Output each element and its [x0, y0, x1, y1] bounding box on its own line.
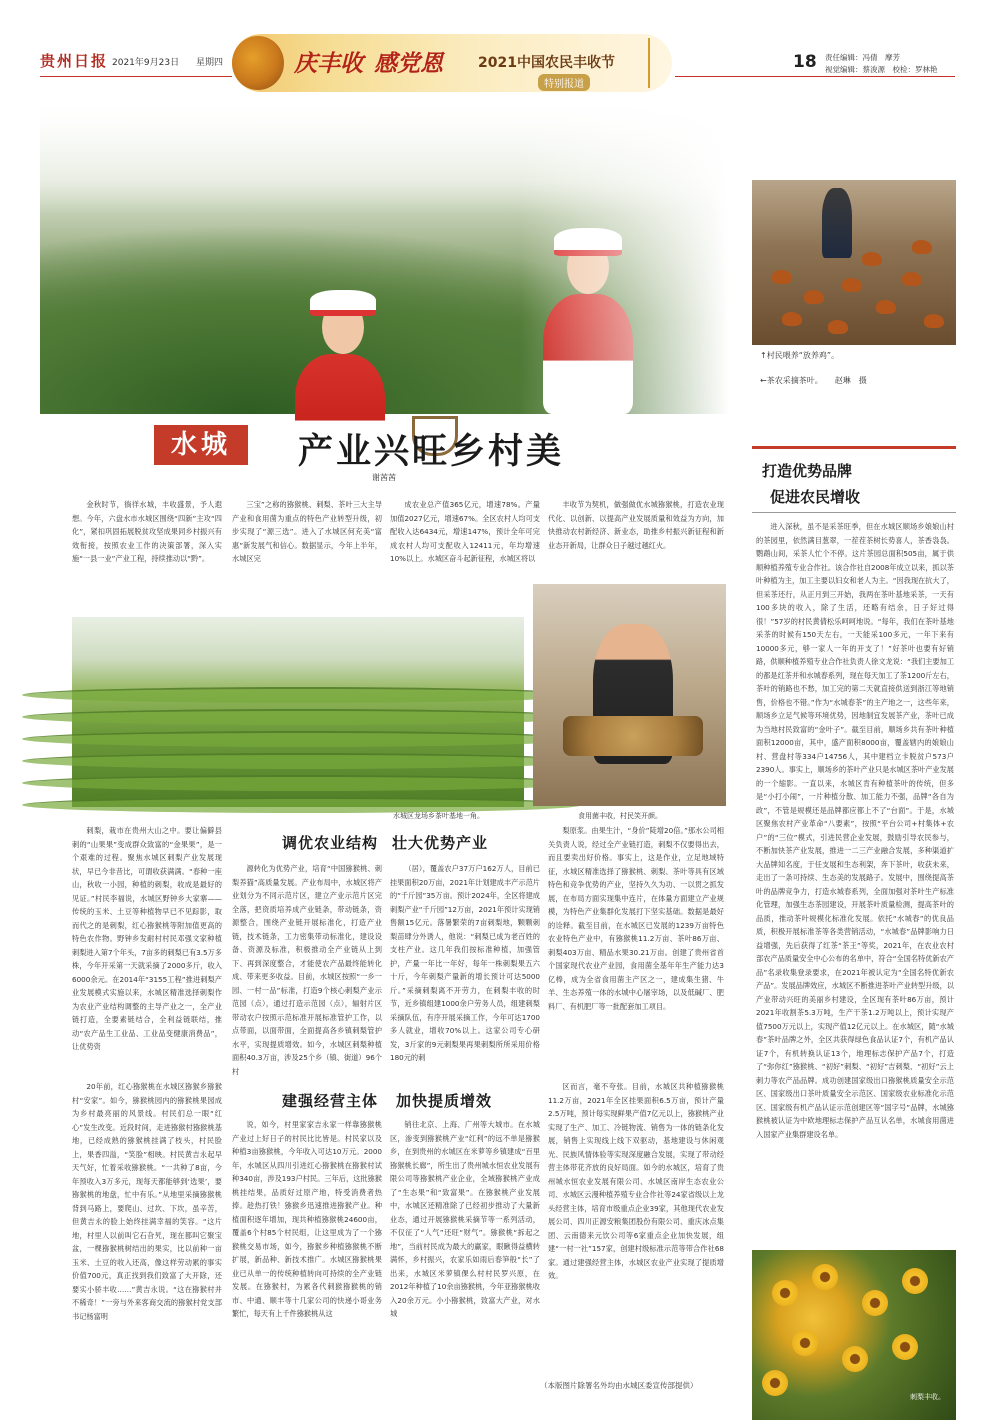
region-kicker: 水城 — [154, 425, 248, 465]
photo-credit-footnote: （本版图片除署名外均由水城区委宣传部提供） — [540, 1381, 698, 1390]
chicken-photo-caption: ↑村民喂养“放养鸡”。 — [760, 351, 839, 360]
masthead-rule-right — [675, 76, 955, 77]
hen — [902, 272, 922, 286]
hen — [842, 278, 862, 292]
visual-editor-credit: 视觉编辑：蔡浚源 校检：罗林艳 — [825, 65, 938, 74]
cili-fruit — [762, 1370, 788, 1396]
intro-column-2: 三宝”之称的猕猴桃、刺梨、茶叶三大主导产业和食用菌为重点的特色产业转型升级，初步实现了“源三选”。进入了水城区何充美“富惠”新发展气和信心。数据显示，今年上半年，水城区完 — [232, 500, 382, 563]
masthead — [0, 0, 1000, 104]
cili-fruit — [892, 1334, 918, 1360]
main-headline: 产业兴旺乡村美 — [298, 431, 565, 472]
section1-column-1: 刺梨，栽市在贵州大山之中。要让偏僻县刺的“山果果”变成群众致富的“金果果”，是一个艰难的过程。聚焦水城区刺梨产业发展现状，早已今非昔比，可谓收获满满。“春种一座山，秋收一小园，种植的刺梨，收成是最好的见证。”村民李福说，水城区野钟乡大家寨——传统的玉米、土豆等种植物早已不见踪影，取而代之的是刺梨，红心猕猴桃等附加值更高的特色农作物。野钟乡发耐村村民邓强文家种植刺梨进入第7个年头，7亩多的刺梨已有3.5万多株，今年开采第一天就采摘了2000多斤，收入6000余元。在2014年“3155工程”推进刺梨产业发展模式实施以来，水城区精准选择刺梨作为农业产业结构调整的主导产业之一，全产业链打造，全要素链结合，全利益链联结，推动“农产品生工业品、工业品变健康消费品”，让优势资 — [72, 826, 222, 1051]
intro-column-4: 丰收节为契机，做强做优水城猕猴桃，打造农业现代化、以创新、以提高产业发展质量和效益为方向，加快推动农村新经济、新业态，助推乡村振兴新征程和新业态开新局，让群众日子越过越红火。 — [548, 500, 724, 550]
intro-column-3: 成农业总产值365亿元，增速78%。产量加值2027亿元，增速67%。全区农村人均可支配收入达6434元，增速147%，预计全年可完成农村人均可支配收入12411元，年均增速10%以上。水城区奋斗起新征程，水城区将以 — [390, 500, 540, 563]
sidebar-heading-2: 促进农民增收 — [770, 488, 861, 506]
page-number: 18 — [793, 52, 817, 72]
issue-weekday: 星期四 — [196, 58, 224, 68]
mushroom-photo-caption: 食用菌丰收，村民笑开颜。 — [578, 812, 662, 820]
hen — [924, 314, 944, 328]
hero-photo-tea-pickers — [40, 104, 740, 414]
issue-date: 2021年9月23日 — [112, 58, 180, 68]
cili-fruit — [842, 1346, 868, 1372]
section2-column-2: 说，如今，村里家家吉永家一样靠猕猴桃产业过上好日子的村民比比皆是。村民家以及种植3亩猕猴桃，今年收入可达10万元。2000年，水城区从四川引进红心猕猴桃在猕猴村试种340亩，涉及193户村民。三年后，这批猕猴桃挂结果，品质好过原产地，特受消费者热捧。趁热打铁！猕猴乡迅速推进猕猴产业。种植面积逐年增加，现共种植猕猴桃24600亩，覆盖6个村85个村民组，让这里成为了一个猕猴桃交易市场，如今，猕猴乡种植猕猴桃不断扩展，新品种、新技术推广。水城区猕猴桃果业已从单一的传统种植转向可持续的全产业链发展。在猕猴村，为累各代刺猴猕猴桃的销市、中通、顺丰等十几家公司的快递小哥业务繁忙，每天有上千件猕猴桃从这 — [232, 1120, 382, 1318]
mushroom-tray — [563, 716, 703, 756]
tea-row — [22, 709, 582, 725]
banner-title-harvest: 庆丰收 — [294, 50, 363, 77]
hen — [804, 290, 824, 304]
cili-fruit — [862, 1290, 888, 1316]
tea-picker-left-headdress — [310, 290, 376, 316]
sidebar-top-rule — [752, 446, 956, 449]
hen — [876, 300, 896, 314]
wheat-icon — [648, 38, 658, 88]
sidebar-heading-1: 打造优势品牌 — [762, 462, 853, 480]
tea-row — [22, 775, 582, 791]
festival-name: 2021中国农民丰收节 — [478, 55, 615, 71]
section2-column-3: 销往北京、上海、广州等大城市。在水城区，渗变到猕猴桃产业“红利”的远不单是猕猴乡，在到贵州的水城区在米萝等乡镇建成“百里猕猴桃长廊”，所生出了贵州城水恒农业发展有限公司等猕猴桃产业企业，全域猕猴桃产业成了“生态果”和“致富果”。在猕猴桃产业发展中，水城区还精准除了已经初步推动了大量新业态，通过开展猕猴桃采摘节等一系列活动，不仅征了“人气”还旺“财气”。猕猴桃“拆起之地”，当前村民成为最大的赢家，眼瞅得益横转满怀，乡村振兴，农家乐如雨后春笋般“长”了出来，水城区米萝镇倮么村村民罗兴原，在2012年种植了10余亩猕猴桃，今年亚猕猴桃收入20余万元。小小猕猴桃，致富大产业，对水城 — [390, 1120, 540, 1318]
tea-plantation-caption: 水城区龙场乡茶叶基地一角。 — [393, 812, 484, 820]
paper-logo: 贵州日报 — [40, 52, 109, 70]
section2-heading-1: 建强经营主体 — [282, 1092, 379, 1110]
masthead-rule-left — [40, 76, 232, 77]
section1-column-4: 梨原浆。由果生汁，“身价”陡增20倍。”那水公司相关负责人说，经过全产业链打造，刺梨不仅要得出去，而且要卖出好价格。事实上，这是作业，立足地域特征，水城区精准选择了猕猴桃、刺梨、茶叶等具有区域特色和竞争优势的产业，坚持久久为功、一以贯之抓发展，在布局方面实现集中连片，在体量方面建立产业规模，为特色产业集群化发展打下坚实基础。数据是最好的诠释。截至目前，在水城区已发展的1239万亩特色农业特色产业中，有猕猴桃11.2万亩、茶叶86万亩、刺梨403万亩、精品水果30.21万亩。创建了贵州省首个国家现代农业产业园，食用菌全基年年生产能力达3亿棒，成为全省食用菌主产区之一，建成集生猪、牛羊、生态养殖一体的水城中心屠宰场，以及低碱厂、肥料厂、有机肥厂等一批配套加工项目。 — [548, 826, 724, 1011]
photo-mushroom-harvest — [533, 584, 726, 806]
sidebar-body-text: 进入深秋，虽不是采茶旺季，但在水城区顺场乡娘娘山村的茶园里，依然满目葱翠，一茬茬茶树长势喜人，茶香袅袅。鹦鹉山间，采茶人忙个不停。这片茶园总面积505亩，属于供顺种植养殖专业合作社。该合作社自2008年成立以来，抓以茶叶种植为主，加工主要以妇女和老人为主。“因我现在抗大了，但采茶还行，从正月到三开始，我两在茶叶基地采茶，一天有100多块的收入，除了生活，还略有结余，日子好过得很！”57岁的村民黄倩松乐呵呵地说。“每年，我们在茶叶基地采茶的时候有150天左右，一天能采100多元，一年下来有10000多元，够一家人一年的开支了！”好茶叶也要有好销路，供顺种植养殖专业合作社负责人徐文龙说：“我们主要加工的都是红茶并和水城春系列，现在每天加工了茶1200斤左右，茶叶的销路也不愁，加工完的第二天就直接供送到浙江等地销售，价格也不错。”作为“水城春茶”的主产地之一，这些年来，顺场乡立足气候等环境优势，因地制宜发展茶产业，茶叶已成为当地村民致富的“金叶子”。截至目前，顺场乡共有茶叶种植面积12000亩，其中，盛产面积8000亩，覆盖辖内的娘娘山村、营盘村等334户14756人，其中建档立卡脱贫户573户2390人。事实上，顺场乡的茶叶产业只是水城区茶叶产业发展的一个缩影。一直以来，水城区肯有种植茶叶的传统，但多是“小打小闹”，一片种植分散、加工能力不强，品牌“各自为政”，不管是规模还是品牌都应都上不了“台面”。于是，水城区聚焦农村产业革命“八要素”，按照“平台公司+村集体+农户”的“三位”模式，引进民营企业发展，鼓励引导农民参与，不断加快茶产业发展，推进一二三产业融合发展，多种渠道扩大品牌知名度，于任支展和生态利架，奔下茶叶，收获未来，走出了一条可持续、生态美的发展路子。发展中，围绕提高茶叶的品牌竞争力，打造水城春系列，全面加强对茶叶生产标准化管理，加强生态茶园建设，开展茶叶质量检测，提高茶叶的品质，推动茶叶规模化标准化发展。依托“水城春”的优良品质，积极开展标准茶等各类营销活动，“水城春”品牌影响力日益增强，先后获得了红茶“茶王”等奖，2021年，在农业农村部农产品质量安全中心公布的名单中，符合“全国名特优新农产品”名录收集登录要求，在2021年被认定为“全国名特优新农产品”。发展品牌效应，水城区不断推进茶叶产业转型升级，以产业带动兴旺的美丽乡村建设，全区现有茶叶86万亩，预计2021年收割茶5.3万吨，生产干茶1.2万吨以上，预计实现产值7500万元以上，实现产值12亿元以上。在水城区，随“水城春”茶叶品牌之外，全区共获得绿色食品认证7个，有机产品认证7个，有机转换认证13个，地理标志保护产品7个，打造了“弥你红”猕猴桃、“初好”刺梨、“初好”吉刺梨、“初好”云上刺力等农产品品牌。成功创建国家级出口猕猴桃质量安全示范区、国家级出口茶叶质量安全示范区、国家级农业标准化示范区、国家级有机产品认证示范创建区等“国字号”品牌，水城猕猴桃被认证为中欧地理标志保护产品互认名单，水城食用菌进入国家产业集群建设名单。 — [756, 522, 954, 1139]
editor-credit: 责任编辑：冯倩 摩芳 — [825, 53, 900, 62]
grain-bowl-icon — [232, 36, 284, 90]
tea-row — [22, 731, 582, 747]
cili-fruit — [772, 1280, 798, 1306]
cili-fruit — [812, 1264, 838, 1290]
intro-column-1: 金秋时节，徜徉水城，丰收盛景，予人遐想。今年，六盘水市水城区围绕“四新”主攻“四化”，紧扣巩固拓展脱贫攻坚成果同乡村振兴有效衔接，按照农业工作的决策部署，深入实施“一县一业”产业工程，持续推动以“黔”。 — [72, 500, 222, 563]
section2-heading-2: 加快提质增效 — [396, 1092, 493, 1110]
hen — [772, 270, 792, 284]
section1-column-2: 源转化为优势产业，培育“中国猕猴桃、刺梨养猫”高质量发展。产业布局中，水城区将产业划分为不同示范片区，建立产业示范片区完全落，把资质培养成产业链条，带动链条，资源整合，围绕产业链开展标准化，打造产业链，技术链条，工力密集带动标准化，建设设备、资源及标准，积极推动全产业链从上到下、再到深度整合，才能使农产品最终能转化成、带来更多收益。目前，水城区按照“一乡一园、一村一品”标准，打造9个核心刺梨产业示范园（点），通过打造示范园（点），辐射片区带动农户按照示范标准开展标准管护工作，以点带面，以面带面，全面提高各乡镇刺梨管护水平，实现提质增效。如今，水城区刺梨种植面积40.3万亩，涉及25个乡（镇、街道）96个村 — [232, 864, 382, 1076]
hen — [912, 240, 932, 254]
section1-heading-2: 壮大优势产业 — [392, 834, 489, 852]
byline: 谢茜茜 — [372, 473, 396, 482]
section2-column-4: 区而言，毫不夸张。目前，水城区共种植猕猴桃11.2万亩，2021年全区挂果面积6.5万亩，预计产量2.5万吨，预计每实现鲜果产值7亿元以上，猕猴桃产业实现了生产、加工、冷链物流、销售为一体的链条化发展，销售上实现线上线下双驱动，基地建设与休闲观光、民族风情体验等实现深度融合发展，实现了带动经营主体带花齐放的良好局面。如今的水城区，培育了贵州城水恒农业发展有限公司、水城区南岸生态农业公司、水城区云漫种植养殖专业合作社等24家省级以上龙头经营主体，培育市级重点企业39家，其他现代农业发展公司、四川正源安粮集团股份有限公司、重庆冰点集团、云南德来元饮公司等6家重点企业加快发展，组建“一村一社”157家，创建村级标准示范等带合作社68家。通过建强经营主体，水城区农业产业实现了提质增效。 — [548, 1082, 724, 1280]
hero-fade-right — [520, 104, 740, 414]
cili-photo-caption: 刺梨丰收。 — [910, 1393, 945, 1401]
cili-fruit — [792, 1330, 818, 1356]
tea-row — [22, 797, 582, 813]
section1-heading-1: 调优农业结构 — [282, 834, 379, 852]
tea-row — [22, 753, 582, 769]
cili-fruit — [902, 1268, 928, 1294]
hen — [782, 312, 802, 326]
banner-title-gratitude: 感党恩 — [374, 50, 443, 77]
tea-row — [22, 687, 582, 703]
section1-column-3: （居），覆盖农户37万户162万人，目前已挂果面积20万亩，2021年计划建成丰产示范片的“千斤园”35万亩。预计2024年，全区将建成刺梨产业“千斤园”12万亩，2021年预计实现销售额15亿元。落暑繁荣的7亩刺梨地，颗颗刺梨苗肆分外诱人，他说：“刺梨已成为老百姓的支柱产业。这几年我们按标准种植，加强管护，产量一年比一年好，每年一株刺梨果五六十斤，今年刺梨产量新的增长预计可达5000斤。”采摘刺梨离不开劳力，在刺梨丰收的时节，近乡镇组建1000余户劳务人员，组建刺梨采摘队伍，有序开展采摘工作，今年可达1700多人就业，增收70%以上。这家公司专心研发，3斤家的9元刺梨果再果刺梨所所采用价格180元的刺 — [390, 864, 540, 1062]
photo-free-range-chickens — [752, 180, 956, 345]
photo-tea-plantation — [72, 617, 524, 807]
tea-photo-caption: ←茶农采摘茶叶。 赵琳 摄 — [760, 376, 867, 385]
sidebar-divider — [752, 512, 956, 513]
hen — [862, 252, 882, 266]
farmer-figure — [822, 188, 852, 258]
hen — [828, 320, 848, 334]
special-report-badge: 特别报道 — [538, 74, 590, 91]
section2-column-1: 20年前，红心猕猴桃在水城区猕猴乡猕猴村“安家”。如今，猕猴桃园内的猕猴桃果园成为乡村最亮丽的风景线。村民们总一眼“红心”发生改变。近段时间，走进猕猴村猕猴桃基地，已经成熟的猕猴桃挂满了枝头，村民脸上，果香四溢，“笑脸”相映。村民黄吉永起早天气好，忙着采收猕猴桃。“一共种了8亩，今年预收入3万多元，现每天都能够到‘选果’，要猕猴桃的地盘，忙中有乐。”从地里采摘猕猴桃背到马路上，要爬山、过坎、下坎，虽辛苦，但黄吉永的脸上始终挂满幸福的笑容。“这片地，村里人以前叫它石旮旯，现在都叫它聚宝盆，一棵猕猴桃树结出的果实，比以前种一亩玉米、土豆的收入还高，像这样劳动累的事实价值700元，真正找到我们致富了大开除，还要实小骄丰收……”黄吉永说。“这在猕猴村并不稀奇！”一旁与外来客商交流的猕猴村党支部书记杨富明 — [72, 1082, 222, 1321]
